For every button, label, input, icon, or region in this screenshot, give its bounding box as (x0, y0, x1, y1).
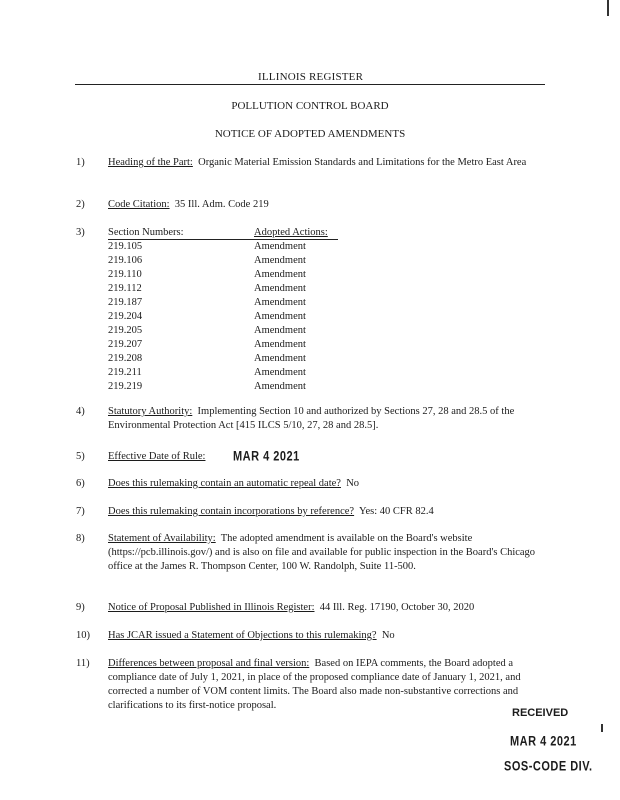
item-9 (108, 601, 544, 615)
table-row-section: 219.219 (108, 381, 143, 392)
item-10-label: Has JCAR issued a Statement of Objections to this rulemaking? (108, 630, 377, 641)
board-title: POLLUTION CONTROL BOARD (231, 100, 389, 112)
item-11-text: Based on IEPA comments, the Board adopted a compliance date of July 1, 2021, in place of the proposed compliance date of January 1, 2021, and corrected a number of VOM content limits. The Board also made non-substantive corrections and clarifications to its first-notice proposal. (108, 658, 521, 711)
item-8-text: The adopted amendment is available on the Board's website (https://pcb.illinois.gov/) and is also on file and available for public inspection in the Board's Chicago office at the James R. Thompson Center, 100 W. Randolph, Suite 11-500. (108, 533, 536, 572)
item-6-text: No (346, 478, 360, 489)
item-9-text: 44 Ill. Reg. 17190, October 30, 2020 (319, 602, 475, 613)
item-2-label: Code Citation: (108, 199, 170, 210)
item-11-number: 11) (76, 658, 90, 669)
item-4-number: 4) (76, 406, 85, 417)
received-stamp-office: SOS-CODE DIV. (504, 759, 593, 774)
effective-date-stamp: MAR 4 2021 (233, 449, 300, 464)
table-row-section: 219.205 (108, 325, 143, 336)
item-3-number: 3) (76, 227, 85, 238)
item-4-text: Implementing Section 10 and authorized by Sections 27, 28 and 28.5 of the Environmental Protection Act [415 ILCS 5/10, 27, 28 and 28.5]. (108, 406, 515, 431)
table-row-action: Amendment (254, 339, 306, 350)
item-6-label: Does this rulemaking contain an automatic repeal date? (108, 478, 341, 489)
table-row-section: 219.208 (108, 353, 143, 364)
table-row-section: 219.207 (108, 339, 143, 350)
item-6-number: 6) (76, 478, 85, 489)
table-row-action: Amendment (254, 311, 306, 322)
item-10-number: 10) (76, 630, 90, 641)
table-row-action: Amendment (254, 255, 306, 266)
item-7-text: Yes: 40 CFR 82.4 (358, 506, 434, 517)
item-8-label: Statement of Availability: (108, 533, 216, 544)
table-row-section: 219.204 (108, 311, 143, 322)
table-row-action: Amendment (254, 367, 306, 378)
item-7 (108, 505, 544, 519)
item-10-text: No (381, 630, 395, 641)
adopted-actions-header: Adopted Actions: (254, 227, 328, 238)
scan-edge-mark (607, 0, 609, 16)
item-4-label: Statutory Authority: (108, 406, 193, 417)
table-row-action: Amendment (254, 269, 306, 280)
item-1-label: Heading of the Part: (108, 157, 193, 168)
table-row-section: 219.211 (108, 367, 142, 378)
table-row-section: 219.187 (108, 297, 143, 308)
item-1-text: Organic Material Emission Standards and Limitations for the Metro East Area (198, 157, 527, 168)
header-rule (75, 84, 545, 85)
item-11-label: Differences between proposal and final version: (108, 658, 310, 669)
item-2 (108, 198, 544, 212)
item-8-number: 8) (76, 533, 85, 544)
table-row-section: 219.105 (108, 241, 143, 252)
item-2-number: 2) (76, 199, 85, 210)
item-4 (108, 405, 544, 433)
item-1-number: 1) (76, 157, 85, 168)
item-8 (108, 532, 544, 574)
table-row-action: Amendment (254, 241, 306, 252)
item-7-label: Does this rulemaking contain incorporations by reference? (108, 506, 355, 517)
item-10 (108, 629, 544, 643)
item-6 (108, 477, 544, 491)
table-row-action: Amendment (254, 381, 306, 392)
table-row-section: 219.106 (108, 255, 143, 266)
table-row-action: Amendment (254, 297, 306, 308)
table-row-action: Amendment (254, 283, 306, 294)
scan-edge-mark (601, 724, 603, 732)
register-title: ILLINOIS REGISTER (258, 71, 364, 83)
section-numbers-header: Section Numbers: (108, 227, 184, 238)
item-5-label: Effective Date of Rule: (108, 451, 206, 462)
table-row-action: Amendment (254, 325, 306, 336)
item-7-number: 7) (76, 506, 85, 517)
item-9-number: 9) (76, 602, 85, 613)
item-9-label: Notice of Proposal Published in Illinois Register: (108, 602, 315, 613)
item-11 (108, 657, 544, 713)
item-5-number: 5) (76, 451, 85, 462)
received-stamp-label: RECEIVED (512, 707, 569, 719)
table-row-section: 219.112 (108, 283, 142, 294)
notice-title: NOTICE OF ADOPTED AMENDMENTS (214, 128, 406, 140)
item-2-text: 35 Ill. Adm. Code 219 (174, 199, 269, 210)
item-1 (108, 156, 544, 170)
table-row-action: Amendment (254, 353, 306, 364)
received-stamp-date: MAR 4 2021 (510, 734, 577, 749)
table-row-section: 219.110 (108, 269, 142, 280)
